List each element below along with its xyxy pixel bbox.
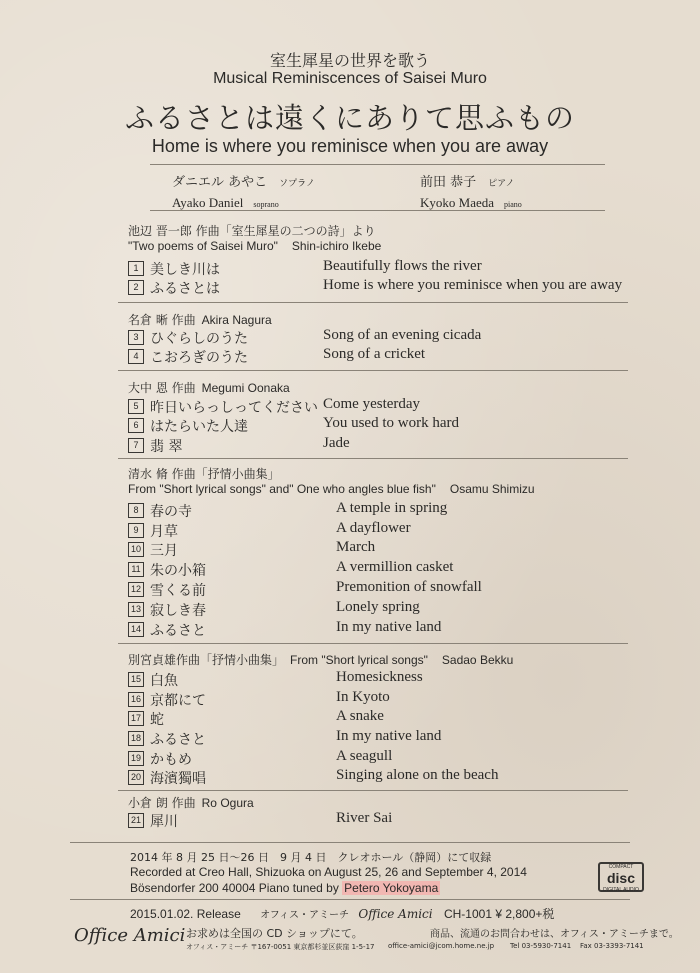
song-row bbox=[128, 600, 648, 618]
track-number: 4 bbox=[128, 349, 144, 364]
song-row bbox=[128, 540, 648, 558]
song-row bbox=[128, 501, 648, 519]
song-title-jp: ひぐらしのうた bbox=[150, 331, 248, 347]
composer-bekku bbox=[128, 651, 513, 668]
track-number: 11 bbox=[128, 562, 144, 577]
song-title-en: Beautifully flows the river bbox=[323, 258, 482, 274]
song-title-jp: こおろぎのうた bbox=[150, 350, 248, 366]
soprano-role-jp: ソプラノ bbox=[279, 179, 315, 189]
song-row bbox=[128, 690, 648, 708]
song-row bbox=[128, 397, 648, 415]
song-title-en: A temple in spring bbox=[336, 500, 448, 516]
song-title-jp: 朱の小箱 bbox=[150, 563, 206, 579]
song-title-en: A vermillion casket bbox=[336, 559, 454, 575]
song-title-en: Homesickness bbox=[336, 669, 423, 685]
song-row bbox=[128, 670, 648, 688]
recording-info-en: Recorded at Creo Hall, Shizuoka on August 25, 26 and September 4, 2014 bbox=[130, 865, 527, 879]
section-divider bbox=[118, 458, 628, 459]
label-jp: オフィス・アミーチ bbox=[260, 910, 350, 921]
song-title-jp: 春の寺 bbox=[150, 504, 192, 520]
song-title-jp: 海濱獨唱 bbox=[150, 771, 206, 787]
song-title-jp: 三月 bbox=[150, 543, 178, 559]
composer-en: Megumi Oonaka bbox=[201, 381, 290, 395]
track-number: 2 bbox=[128, 280, 144, 295]
composer-jp: 清水 脩 作曲「抒情小曲集」 bbox=[128, 467, 280, 481]
song-row bbox=[128, 709, 648, 727]
office-amici-logo: Office Amici bbox=[74, 925, 186, 946]
song-title-en: Jade bbox=[323, 435, 350, 451]
song-row bbox=[128, 811, 648, 829]
subtitle-text: "Two poems of Saisei Muro" bbox=[128, 239, 278, 253]
track-number: 20 bbox=[128, 770, 144, 785]
performer-piano bbox=[420, 171, 522, 212]
composer-ikebe bbox=[128, 222, 376, 239]
song-row bbox=[128, 620, 648, 638]
song-title-jp: 京都にて bbox=[150, 693, 206, 709]
subtitle-composer: Shin-ichiro Ikebe bbox=[291, 239, 382, 253]
header-jp-title: ふるさとは遠くにありて思ふもの bbox=[124, 101, 575, 135]
song-title-jp: 寂しき春 bbox=[150, 603, 206, 619]
recording-info-jp: 2014 年 8 月 25 日〜26 日 9 月 4 日 クレオホール（静岡）にて収録 bbox=[130, 851, 492, 864]
subtitle-shimizu bbox=[128, 482, 535, 496]
catalog-number: CH-1001 ¥ 2,800+税 bbox=[443, 907, 555, 921]
soprano-role-en: soprano bbox=[253, 200, 279, 209]
track-number: 18 bbox=[128, 731, 144, 746]
song-row bbox=[128, 580, 648, 598]
composer-en-name: Sadao Bekku bbox=[441, 653, 514, 667]
piano-info-text: Bösendorfer 200 40004 Piano tuned by bbox=[130, 881, 339, 895]
track-number: 16 bbox=[128, 692, 144, 707]
composer-shimizu bbox=[128, 465, 280, 482]
composer-jp: 名倉 晰 作曲 bbox=[128, 313, 196, 327]
song-title-en: Lonely spring bbox=[336, 599, 420, 615]
header-en-subtitle: Musical Reminiscences of Saisei Muro bbox=[213, 70, 487, 87]
song-title-jp: ふるさと bbox=[150, 623, 206, 639]
track-number: 21 bbox=[128, 813, 144, 828]
header-jp-subtitle: 室生犀星の世界を歌う bbox=[269, 51, 430, 70]
song-title-jp: 翡 翠 bbox=[150, 439, 183, 455]
composer-en: From "Short lyrical songs" bbox=[290, 653, 428, 667]
song-title-jp: 蛇 bbox=[150, 712, 164, 728]
composer-jp: 小倉 朗 作曲 bbox=[128, 796, 196, 810]
soprano-name-jp: ダニエル あやこ bbox=[172, 175, 268, 190]
subtitle-ikebe bbox=[128, 239, 381, 253]
track-number: 17 bbox=[128, 711, 144, 726]
song-title-en: Song of a cricket bbox=[323, 346, 426, 362]
track-number: 7 bbox=[128, 438, 144, 453]
song-title-en: River Sai bbox=[336, 810, 393, 826]
label-en: Office Amici bbox=[358, 907, 433, 921]
track-number: 13 bbox=[128, 602, 144, 617]
song-title-jp: 美しき川は bbox=[150, 262, 220, 278]
song-title-en: Singing alone on the beach bbox=[336, 767, 499, 783]
track-number: 14 bbox=[128, 622, 144, 637]
cd-logo-top: COMPACT bbox=[608, 864, 634, 870]
subtitle-text: From "Short lyrical songs" and" One who angles blue fish" bbox=[128, 482, 436, 496]
release-date: 2015.01.02. Release bbox=[130, 907, 241, 921]
soprano-name-en: Ayako Daniel bbox=[172, 195, 244, 210]
piano-info bbox=[130, 881, 440, 895]
composer-en: Akira Nagura bbox=[201, 313, 272, 327]
header-en-title: Home is where you reminisce when you are away bbox=[151, 136, 549, 156]
composer-jp: 池辺 晋一郎 作曲「室生犀星の二つの詩」より bbox=[128, 224, 376, 238]
section-divider bbox=[118, 790, 628, 791]
release-line bbox=[130, 905, 554, 922]
song-title-jp: 月草 bbox=[150, 524, 178, 540]
cd-logo-bottom: DIGITAL AUDIO bbox=[603, 887, 639, 893]
fax: Fax 03-3393-7141 bbox=[580, 942, 644, 950]
song-row bbox=[128, 768, 648, 786]
song-title-en: Premonition of snowfall bbox=[336, 579, 482, 595]
song-title-jp: ふるさと bbox=[150, 732, 206, 748]
email: office-amici@jcom.home.ne.jp bbox=[388, 942, 495, 950]
song-title-en: A snake bbox=[336, 708, 384, 724]
footer-divider-2 bbox=[70, 899, 630, 900]
section-divider bbox=[118, 370, 628, 371]
song-title-en: In Kyoto bbox=[336, 689, 390, 705]
track-number: 5 bbox=[128, 399, 144, 414]
song-title-en: Come yesterday bbox=[323, 396, 421, 412]
track-number: 8 bbox=[128, 503, 144, 518]
address: オフィス・アミーチ 〒167-0051 東京都杉並区荻窪 1-5-17 bbox=[186, 943, 375, 951]
tuner-name: Petero Yokoyama bbox=[344, 881, 439, 895]
contact-info: 商品、流通のお問合わせは、オフィス・アミーチまで。 bbox=[430, 929, 679, 940]
track-number: 19 bbox=[128, 751, 144, 766]
cd-logo-text: disc bbox=[606, 870, 635, 886]
shop-info: お求めは全国の CD ショップにて。 bbox=[186, 927, 363, 940]
track-number: 10 bbox=[128, 542, 144, 557]
song-title-en: March bbox=[336, 539, 376, 555]
composer-oonaka bbox=[128, 379, 290, 396]
song-row bbox=[128, 521, 648, 539]
song-title-jp: 雪くる前 bbox=[150, 583, 206, 599]
song-row bbox=[128, 416, 648, 434]
track-number: 9 bbox=[128, 523, 144, 538]
song-row bbox=[128, 259, 648, 277]
song-title-en: In my native land bbox=[336, 619, 442, 635]
song-row bbox=[128, 729, 648, 747]
composer-en: Ro Ogura bbox=[201, 796, 254, 810]
track-number: 15 bbox=[128, 672, 144, 687]
song-row bbox=[128, 328, 648, 346]
composer-jp: 別宮貞雄作曲「抒情小曲集」 bbox=[128, 653, 285, 667]
song-title-en: A dayflower bbox=[336, 520, 411, 536]
song-title-jp: ふるさとは bbox=[150, 281, 220, 297]
footer-divider bbox=[70, 842, 630, 843]
song-row bbox=[128, 560, 648, 578]
song-row bbox=[128, 278, 648, 296]
composer-jp: 大中 恩 作曲 bbox=[128, 381, 196, 395]
song-title-en: You used to work hard bbox=[323, 415, 459, 431]
track-number: 1 bbox=[128, 261, 144, 276]
song-title-jp: 白魚 bbox=[150, 673, 178, 689]
song-title-en: In my native land bbox=[336, 728, 442, 744]
subtitle-composer: Osamu Shimizu bbox=[449, 482, 535, 496]
composer-nagura bbox=[128, 311, 272, 328]
performer-divider bbox=[150, 210, 605, 211]
song-title-jp: 昨日いらっしってください bbox=[150, 400, 318, 416]
song-title-en: A seagull bbox=[336, 748, 393, 764]
piano-name-en: Kyoko Maeda bbox=[420, 195, 495, 210]
song-row bbox=[128, 347, 648, 365]
song-row bbox=[128, 436, 648, 454]
track-number: 6 bbox=[128, 418, 144, 433]
piano-role-jp: ピアノ bbox=[488, 179, 515, 189]
track-number: 12 bbox=[128, 582, 144, 597]
song-title-jp: かもめ bbox=[150, 752, 192, 768]
track-number: 3 bbox=[128, 330, 144, 345]
piano-name-jp: 前田 恭子 bbox=[420, 175, 477, 190]
song-title-en: Song of an evening cicada bbox=[323, 327, 482, 343]
performer-soprano bbox=[172, 171, 315, 212]
song-title-jp: 犀川 bbox=[150, 814, 178, 830]
song-title-en: Home is where you reminisce when you are away bbox=[323, 277, 623, 293]
piano-role-en: piano bbox=[504, 200, 522, 209]
tel: Tel 03-5930-7141 bbox=[510, 942, 572, 950]
section-divider bbox=[118, 302, 628, 303]
section-divider bbox=[118, 643, 628, 644]
song-row bbox=[128, 749, 648, 767]
header-divider bbox=[150, 164, 605, 165]
song-title-jp: はたらいた人達 bbox=[150, 419, 248, 435]
compact-disc-logo bbox=[598, 862, 644, 892]
composer-ogura bbox=[128, 794, 254, 811]
